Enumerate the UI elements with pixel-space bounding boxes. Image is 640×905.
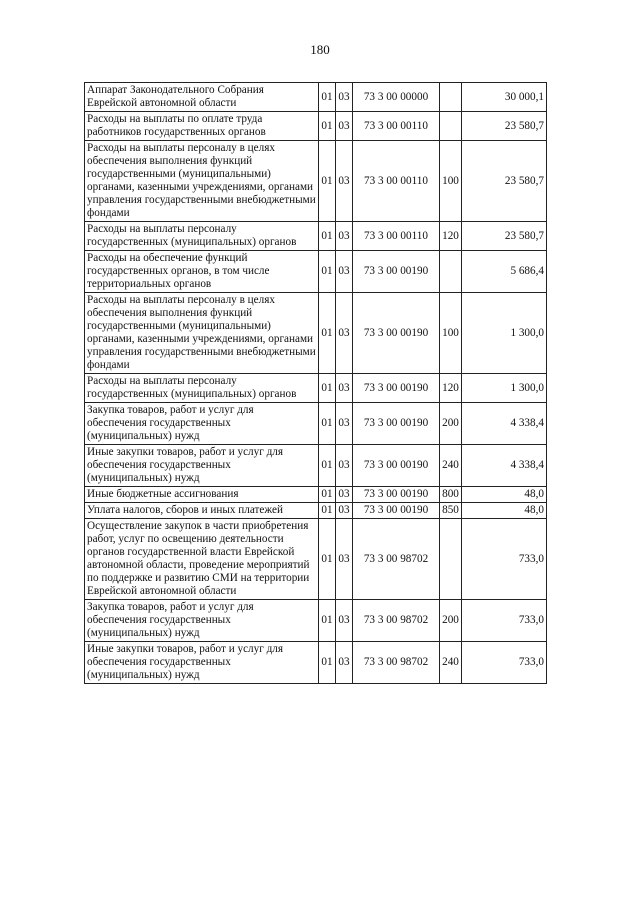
row-subsection-code: 03 <box>336 642 353 684</box>
page-number: 180 <box>310 42 330 57</box>
row-amount: 733,0 <box>462 519 547 600</box>
row-subsection-code: 03 <box>336 251 353 293</box>
budget-table-body <box>85 83 547 684</box>
row-amount: 5 686,4 <box>462 251 547 293</box>
row-target-article-code: 73 3 00 00000 <box>353 83 440 112</box>
table-row <box>85 141 547 222</box>
row-target-article-code: 73 3 00 98702 <box>353 642 440 684</box>
table-row <box>85 112 547 141</box>
row-amount: 48,0 <box>462 487 547 503</box>
row-amount: 1 300,0 <box>462 374 547 403</box>
row-section-code: 01 <box>319 600 336 642</box>
row-amount: 1 300,0 <box>462 293 547 374</box>
row-target-article-code: 73 3 00 98702 <box>353 519 440 600</box>
row-subsection-code: 03 <box>336 293 353 374</box>
table-row <box>85 293 547 374</box>
row-section-code: 01 <box>319 251 336 293</box>
row-expense-type-code: 200 <box>440 403 462 445</box>
row-amount: 23 580,7 <box>462 141 547 222</box>
row-subsection-code: 03 <box>336 445 353 487</box>
table-row <box>85 642 547 684</box>
budget-table <box>84 82 547 684</box>
row-amount: 4 338,4 <box>462 403 547 445</box>
row-expense-type-code: 120 <box>440 374 462 403</box>
row-section-code: 01 <box>319 445 336 487</box>
row-subsection-code: 03 <box>336 374 353 403</box>
row-subsection-code: 03 <box>336 487 353 503</box>
row-subsection-code: 03 <box>336 112 353 141</box>
row-amount: 4 338,4 <box>462 445 547 487</box>
table-row <box>85 445 547 487</box>
row-subsection-code: 03 <box>336 503 353 519</box>
row-section-code: 01 <box>319 403 336 445</box>
row-section-code: 01 <box>319 293 336 374</box>
row-expense-type-code: 120 <box>440 222 462 251</box>
row-name: Расходы на выплаты персоналу в целях обеспечения выполнения функций государственными (муниципальными) органами, казенными учреждениями, органами управления государственными внебюджетными фондами <box>85 293 319 374</box>
row-name: Закупка товаров, работ и услуг для обеспечения государственных (муниципальных) нужд <box>85 403 319 445</box>
row-section-code: 01 <box>319 642 336 684</box>
row-amount: 48,0 <box>462 503 547 519</box>
row-target-article-code: 73 3 00 00190 <box>353 487 440 503</box>
row-target-article-code: 73 3 00 00190 <box>353 503 440 519</box>
row-amount: 733,0 <box>462 600 547 642</box>
row-expense-type-code: 850 <box>440 503 462 519</box>
row-section-code: 01 <box>319 83 336 112</box>
row-expense-type-code: 240 <box>440 642 462 684</box>
row-target-article-code: 73 3 00 98702 <box>353 600 440 642</box>
row-target-article-code: 73 3 00 00190 <box>353 403 440 445</box>
row-name: Расходы на выплаты персоналу государственных (муниципальных) органов <box>85 222 319 251</box>
row-expense-type-code: 240 <box>440 445 462 487</box>
row-section-code: 01 <box>319 503 336 519</box>
row-expense-type-code <box>440 519 462 600</box>
row-subsection-code: 03 <box>336 600 353 642</box>
table-row <box>85 222 547 251</box>
row-subsection-code: 03 <box>336 519 353 600</box>
row-name: Иные бюджетные ассигнования <box>85 487 319 503</box>
row-name: Расходы на выплаты по оплате труда работников государственных органов <box>85 112 319 141</box>
row-amount: 23 580,7 <box>462 222 547 251</box>
row-subsection-code: 03 <box>336 83 353 112</box>
row-expense-type-code: 200 <box>440 600 462 642</box>
row-target-article-code: 73 3 00 00110 <box>353 112 440 141</box>
row-section-code: 01 <box>319 222 336 251</box>
row-name: Закупка товаров, работ и услуг для обеспечения государственных (муниципальных) нужд <box>85 600 319 642</box>
row-name: Аппарат Законодательного Собрания Еврейской автономной области <box>85 83 319 112</box>
row-subsection-code: 03 <box>336 403 353 445</box>
row-target-article-code: 73 3 00 00190 <box>353 293 440 374</box>
row-expense-type-code: 100 <box>440 141 462 222</box>
row-name: Осуществление закупок в части приобретения работ, услуг по освещению деятельности органов государственной власти Еврейской автономной области, проведение мероприятий по поддержке и развитию СМИ на территории Еврейской автономной области <box>85 519 319 600</box>
row-subsection-code: 03 <box>336 222 353 251</box>
table-row <box>85 374 547 403</box>
row-name: Расходы на обеспечение функций государственных органов, в том числе территориальных органов <box>85 251 319 293</box>
row-name: Иные закупки товаров, работ и услуг для обеспечения государственных (муниципальных) нужд <box>85 445 319 487</box>
row-section-code: 01 <box>319 519 336 600</box>
table-row <box>85 503 547 519</box>
row-name: Расходы на выплаты персоналу в целях обеспечения выполнения функций государственными (муниципальными) органами, казенными учреждениями, органами управления государственными внебюджетными фондами <box>85 141 319 222</box>
row-target-article-code: 73 3 00 00190 <box>353 445 440 487</box>
row-section-code: 01 <box>319 374 336 403</box>
row-amount: 23 580,7 <box>462 112 547 141</box>
table-row <box>85 519 547 600</box>
row-target-article-code: 73 3 00 00110 <box>353 222 440 251</box>
row-target-article-code: 73 3 00 00190 <box>353 374 440 403</box>
row-expense-type-code <box>440 83 462 112</box>
row-section-code: 01 <box>319 112 336 141</box>
row-expense-type-code <box>440 251 462 293</box>
row-expense-type-code: 100 <box>440 293 462 374</box>
row-expense-type-code: 800 <box>440 487 462 503</box>
row-target-article-code: 73 3 00 00190 <box>353 251 440 293</box>
table-row <box>85 251 547 293</box>
row-amount: 30 000,1 <box>462 83 547 112</box>
row-section-code: 01 <box>319 141 336 222</box>
table-row <box>85 600 547 642</box>
row-name: Иные закупки товаров, работ и услуг для обеспечения государственных (муниципальных) нужд <box>85 642 319 684</box>
row-expense-type-code <box>440 112 462 141</box>
table-row <box>85 487 547 503</box>
row-name: Уплата налогов, сборов и иных платежей <box>85 503 319 519</box>
row-name: Расходы на выплаты персоналу государственных (муниципальных) органов <box>85 374 319 403</box>
row-amount: 733,0 <box>462 642 547 684</box>
table-row <box>85 403 547 445</box>
row-target-article-code: 73 3 00 00110 <box>353 141 440 222</box>
row-section-code: 01 <box>319 487 336 503</box>
table-row <box>85 83 547 112</box>
row-subsection-code: 03 <box>336 141 353 222</box>
